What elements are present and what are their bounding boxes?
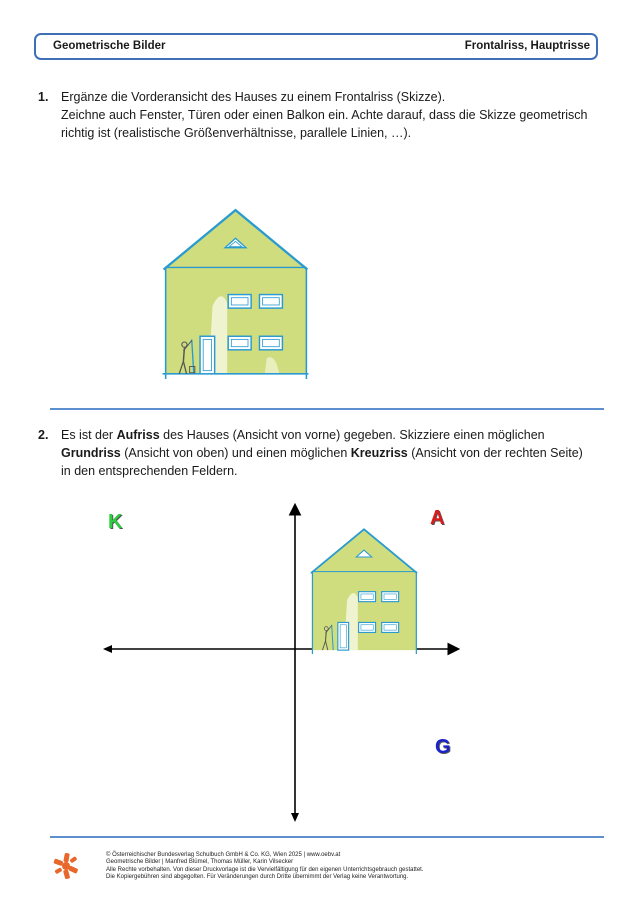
footer-line: Geometrische Bilder | Manfred Blümel, Thomas Müller, Karin Vilsecker bbox=[106, 859, 294, 866]
task-2-line bbox=[61, 426, 611, 444]
header-box bbox=[34, 33, 598, 60]
task-1-line: richtig ist (realistische Größenverhältnisse, parallele Linien, …). bbox=[61, 126, 412, 140]
house-front-view-drawing bbox=[158, 207, 313, 379]
label-aufriss-a: A bbox=[430, 507, 445, 529]
text-span: (Ansicht von oben) und einen möglichen bbox=[120, 446, 351, 460]
term-aufriss: Aufriss bbox=[116, 428, 160, 442]
task-1-line: Ergänze die Vorderansicht des Hauses zu einem Frontalriss (Skizze). bbox=[61, 90, 446, 104]
house-aufriss-drawing bbox=[308, 527, 420, 654]
task-2-line bbox=[61, 444, 611, 462]
task-2-number: 2. bbox=[38, 428, 49, 442]
label-kreuzriss-k: K bbox=[108, 511, 123, 533]
term-kreuzriss: Kreuzriss bbox=[350, 446, 408, 460]
text-span: (Ansicht von der rechten Seite) bbox=[407, 446, 583, 460]
task-1-number: 1. bbox=[38, 90, 49, 104]
text-span: Es ist der bbox=[61, 428, 117, 442]
task-2-text bbox=[61, 426, 611, 480]
footer-line: Die Kopiergebühren sind abgegolten. Für Veränderungen durch Dritte übernimmt der Verlag keine Verantwortung. bbox=[106, 874, 409, 881]
text-span: des Hauses (Ansicht von vorne) gegeben. Skizziere einen möglichen bbox=[159, 428, 545, 442]
footer-line: © Österreichischer Bundesverlag Schulbuch GmbH & Co. KG, Wien 2025 | www.oebv.at bbox=[106, 852, 341, 858]
header-title: Geometrische Bilder bbox=[53, 40, 166, 52]
task-1-text bbox=[61, 88, 611, 142]
section-divider bbox=[50, 408, 604, 410]
term-grundriss: Grundriss bbox=[61, 446, 121, 460]
footer-divider bbox=[50, 836, 604, 838]
task-2-line: in den entsprechenden Feldern. bbox=[61, 464, 238, 478]
header-topic: Frontalriss, Hauptrisse bbox=[464, 40, 590, 52]
footer-copyright bbox=[106, 852, 424, 882]
task-1-line: Zeichne auch Fenster, Türen oder einen Balkon ein. Achte darauf, dass die Skizze geometrisch bbox=[61, 108, 588, 122]
footer-line: Alle Rechte vorbehalten. Von dieser Druckvorlage ist die Vervielfältigung für den eigenen Unterrichtsgebrauch gestattet. bbox=[106, 866, 424, 873]
label-grundriss-g: G bbox=[435, 736, 451, 758]
publisher-logo-icon bbox=[53, 852, 79, 880]
